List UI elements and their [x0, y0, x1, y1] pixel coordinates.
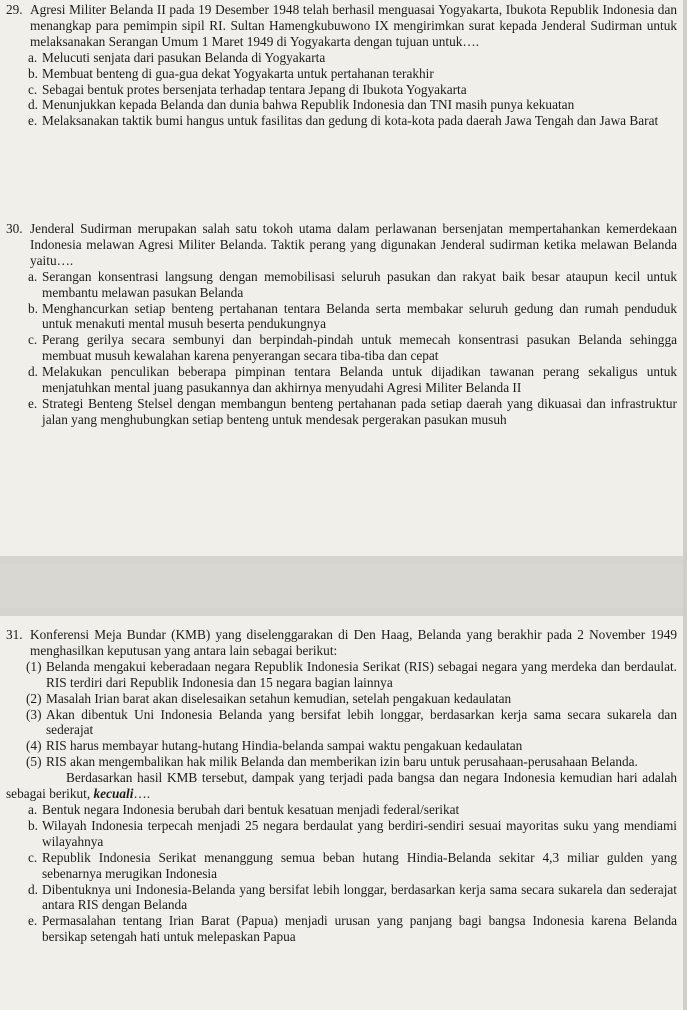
option-letter: a.	[28, 801, 38, 817]
option-text: Bentuk negara Indonesia berubah dari bentuk kesatuan menjadi federal/serikat	[42, 801, 460, 817]
statement-text: RIS harus membayar hutang-hutang Hindia-belanda sampai waktu pengakuan kedaulatan	[46, 738, 523, 754]
option-a[interactable]	[6, 802, 677, 818]
statement-number: (1)	[26, 658, 42, 674]
statement-text: Belanda mengakui keberadaan negara Republik Indonesia Serikat (RIS) sebagai negara yang merdeka dan berdaulat. RIS terdiri dari Republik Indonesia dan 15 negara bagian lainnya	[46, 658, 677, 690]
option-e[interactable]	[6, 913, 677, 945]
option-letter: d.	[28, 364, 38, 380]
option-text: Sebagai bentuk protes bersenjata terhadap tentara Jepang di Ibukota Yogyakarta	[42, 81, 467, 97]
option-c[interactable]	[6, 850, 677, 882]
question-number: 31.	[6, 627, 23, 642]
option-text: Permasalahan tentang Irian Barat (Papua) menjadi urusan yang panjang bagi bangsa Indonesia karena Belanda bersikap setengah hati untuk melepaskan Papua	[42, 913, 677, 945]
option-letter: d.	[28, 881, 38, 897]
option-text: Menunjukkan kepada Belanda dan dunia bahwa Republik Indonesia dan TNI masih punya kekuatan	[42, 97, 575, 113]
option-letter: c.	[28, 332, 38, 348]
statement-1	[6, 659, 677, 691]
followup-ellipsis: ….	[133, 786, 151, 802]
option-d[interactable]	[6, 97, 677, 113]
statement-number: (2)	[26, 690, 42, 706]
option-b[interactable]	[6, 301, 677, 333]
question-stem: Jenderal Sudirman merupakan salah satu tokoh utama dalam perlawanan bersenjatan mempertahankan kemerdekaan Indonesia melawan Agresi Militer Belanda. Taktik perang yang digunakan Jenderal sudirman ketika melawan Belanda yaitu….	[30, 221, 677, 268]
statement-text: Akan dibentuk Uni Indonesia Belanda yang bersifat lebih longgar, berdasarkan kerja sama secara sukarela dan sederajat	[46, 706, 677, 738]
followup-text: Berdasarkan hasil KMB tersebut, dampak yang terjadi pada bangsa dan negara Indonesia kemudian hari adalah sebagai berikut,	[6, 770, 677, 802]
question-number: 29.	[6, 2, 23, 17]
statement-number: (5)	[26, 754, 42, 770]
option-e[interactable]	[6, 113, 677, 129]
page-gap-separator	[0, 556, 687, 616]
option-e[interactable]	[6, 396, 677, 428]
question-number: 30.	[6, 221, 23, 236]
option-letter: c.	[28, 81, 38, 97]
option-c[interactable]	[6, 82, 677, 98]
option-letter: e.	[28, 395, 38, 411]
question-31	[6, 627, 677, 945]
statement-5	[6, 754, 677, 770]
option-letter: b.	[28, 817, 38, 833]
option-text: Strategi Benteng Stelsel dengan membangun benteng pertahanan pada setiap daerah yang dikuasai dan infrastruktur jalan yang menghubungkan setiap benteng untuk mendesak pergerakan pasukan musuh	[42, 395, 677, 427]
option-letter: b.	[28, 65, 38, 81]
followup-emphasis: kecuali	[93, 786, 134, 802]
option-text: Serangan konsentrasi langsung dengan memobilisasi seluruh pasukan dan rakyat baik besar ataupun kecil untuk membantu melawan pasukan Belanda	[42, 268, 677, 300]
option-text: Wilayah Indonesia terpecah menjadi 25 negara berdaulat yang berdiri-sendiri sesuai mayoritas suku yang mendiami wilayahnya	[42, 817, 677, 849]
question-31-stem-row	[6, 627, 677, 659]
question-30	[6, 221, 677, 428]
statement-3	[6, 707, 677, 739]
page-gap-inner	[0, 564, 687, 608]
option-b[interactable]	[6, 66, 677, 82]
option-text: Melakukan penculikan beberapa pimpinan tentara Belanda untuk dijadikan tawanan perang sekaligus untuk menjatuhkan mental juang pasukannya dan akhirnya menyudahi Agresi Militer Belanda II	[42, 364, 677, 396]
option-letter: d.	[28, 97, 38, 113]
option-text: Dibentuknya uni Indonesia-Belanda yang bersifat lebih longgar, berdasarkan kerja sama secara sukarela dan sederajat antara RIS dengan Belanda	[42, 881, 677, 913]
option-letter: c.	[28, 849, 38, 865]
option-letter: a.	[28, 268, 38, 284]
option-text: Perang gerilya secara sembunyi dan berpindah-pindah untuk memecah konsentrasi pasukan Belanda sehingga membuat musuh kewalahan karena penyerangan secara tiba-tiba dan cepat	[42, 332, 677, 364]
statement-number: (3)	[26, 706, 42, 722]
option-d[interactable]	[6, 364, 677, 396]
statement-2	[6, 691, 677, 707]
question-30-stem-row	[6, 221, 677, 269]
statement-4	[6, 738, 677, 754]
question-stem: Agresi Militer Belanda II pada 19 Desember 1948 telah berhasil menguasai Yogyakarta, Ibukota Republik Indonesia dan menangkap para pemimpin sipil RI. Sultan Hamengkubuwono IX mengirimkan surat kepada Jenderal Sudirman untuk melaksanakan Serangan Umum 1 Maret 1949 di Yogyakarta dengan tujuan untuk….	[30, 2, 677, 49]
option-d[interactable]	[6, 882, 677, 914]
question-stem: Konferensi Meja Bundar (KMB) yang diselenggarakan di Den Haag, Belanda yang berakhir pada 2 November 1949 menghasilkan keputusan yang antara lain sebagai berikut:	[30, 627, 677, 658]
statement-text: RIS akan mengembalikan hak milik Belanda dan memberikan izin baru untuk perusahaan-perusahaan Belanda.	[46, 754, 638, 770]
option-text: Melucuti senjata dari pasukan Belanda di Yogyakarta	[42, 49, 326, 65]
question-29-stem-row	[6, 2, 677, 50]
option-letter: e.	[28, 113, 38, 129]
statement-number: (4)	[26, 738, 42, 754]
option-text: Menghancurkan setiap benteng pertahanan tentara Belanda serta membakar seluruh gedung dan rumah penduduk untuk menakuti mental musuh beserta pendukungnya	[42, 300, 677, 332]
option-text: Membuat benteng di gua-gua dekat Yogyakarta untuk pertahanan terakhir	[42, 65, 434, 81]
option-a[interactable]	[6, 269, 677, 301]
question-31-followup	[6, 770, 677, 802]
option-c[interactable]	[6, 332, 677, 364]
option-letter: e.	[28, 913, 38, 929]
option-letter: b.	[28, 300, 38, 316]
page-right-edge	[683, 0, 687, 1010]
option-b[interactable]	[6, 818, 677, 850]
option-a[interactable]	[6, 50, 677, 66]
option-letter: a.	[28, 49, 38, 65]
question-29	[6, 2, 677, 129]
option-text: Melaksanakan taktik bumi hangus untuk fasilitas dan gedung di kota-kota pada daerah Jawa Tengah dan Jawa Barat	[42, 113, 659, 129]
statement-text: Masalah Irian barat akan diselesaikan setahun kemudian, setelah pengakuan kedaulatan	[46, 690, 512, 706]
option-text: Republik Indonesia Serikat menanggung semua beban hutang Hindia-Belanda sekitar 4,3 miliar gulden yang sebenarnya merugikan Indonesia	[42, 849, 677, 881]
